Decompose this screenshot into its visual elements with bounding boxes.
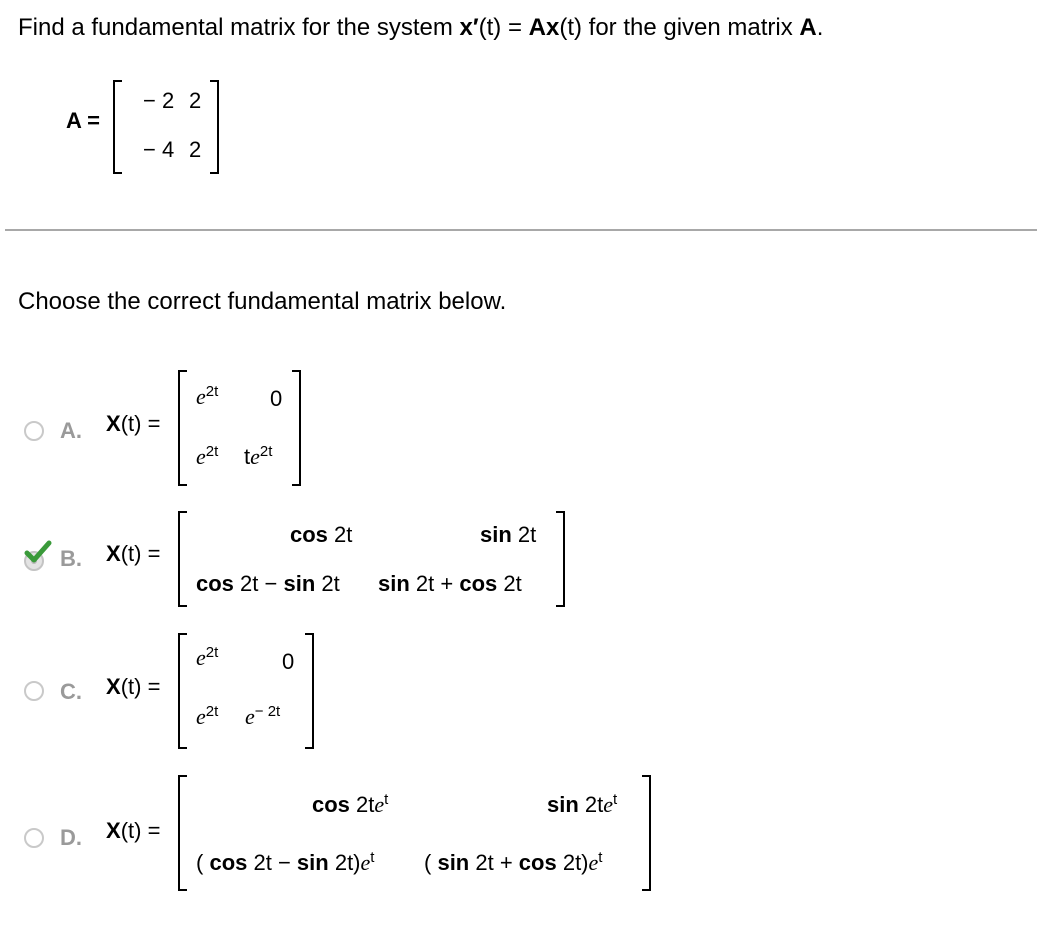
matrix-a-left-bracket [113,80,122,174]
option-b-letter: B. [60,546,82,571]
option-b-cell-r1c2: sin 2t [480,522,537,547]
option-b-cell-r2c2: sin 2t + cos 2t [378,571,522,596]
matrix-a-cell: − 2 [143,88,175,113]
option-a-lhs: X(t) = [106,411,161,436]
matrix-a-label: A = [66,108,101,133]
option-a-cell-r2c1: $e^{2t}$ [196,442,219,469]
option-d-right-bracket [642,775,651,891]
question-text: Find a fundamental matrix for the system x′(t) = Ax(t) for the given matrix A. [18,14,824,41]
option-c-left-bracket [178,633,187,749]
option-d-radio[interactable] [24,828,44,848]
option-a-radio[interactable] [24,421,44,441]
option-a-right-bracket [292,370,301,486]
option-c-right-bracket [305,633,314,749]
matrix-a-right-bracket [210,80,219,174]
option-d-lhs: X(t) = [106,818,161,843]
section-divider [5,229,1037,231]
matrix-a-cell: 2 [189,137,202,162]
option-c-cell-r1c1: $e^{2t}$ [196,643,219,670]
option-a-letter: A. [60,418,82,443]
option-b-cell-r1c1: cos 2t [290,522,353,547]
matrix-a-cell: 2 [189,88,202,113]
option-c-cell-r2c1: $e^{2t}$ [196,702,219,729]
option-c-letter: C. [60,679,82,704]
matrix-a-cell: − 4 [143,137,175,162]
option-c-cell-r1c2: 0 [282,649,295,674]
option-c-radio[interactable] [24,681,44,701]
option-d-left-bracket [178,775,187,891]
option-a-cell-r1c2: 0 [270,386,283,411]
option-d-letter: D. [60,825,82,850]
option-d-cell-r2c2: ( $\sin 2t + \cos 2t)e^t$ [424,848,603,875]
option-c-lhs: X(t) = [106,674,161,699]
option-b-left-bracket [178,511,187,607]
option-b-lhs: X(t) = [106,541,161,566]
option-d-cell-r1c2: $\sin 2te^t$ [547,790,618,817]
option-a-cell-r2c2: $te^{2t}$ [244,442,273,469]
option-b-right-bracket [556,511,565,607]
choose-prompt: Choose the correct fundamental matrix below. [18,288,507,315]
option-a-cell-r1c1: $e^{2t}$ [196,382,219,409]
option-a-left-bracket [178,370,187,486]
checkmark-icon [24,540,52,564]
option-c-cell-r2c2: $e^{- 2t}$ [245,702,281,729]
option-b-cell-r2c1: cos 2t − sin 2t [196,571,340,596]
option-d-cell-r1c1: $\cos 2te^t$ [312,790,389,817]
option-d-cell-r2c1: ( $\cos 2t - \sin 2t)e^t$ [196,848,375,875]
